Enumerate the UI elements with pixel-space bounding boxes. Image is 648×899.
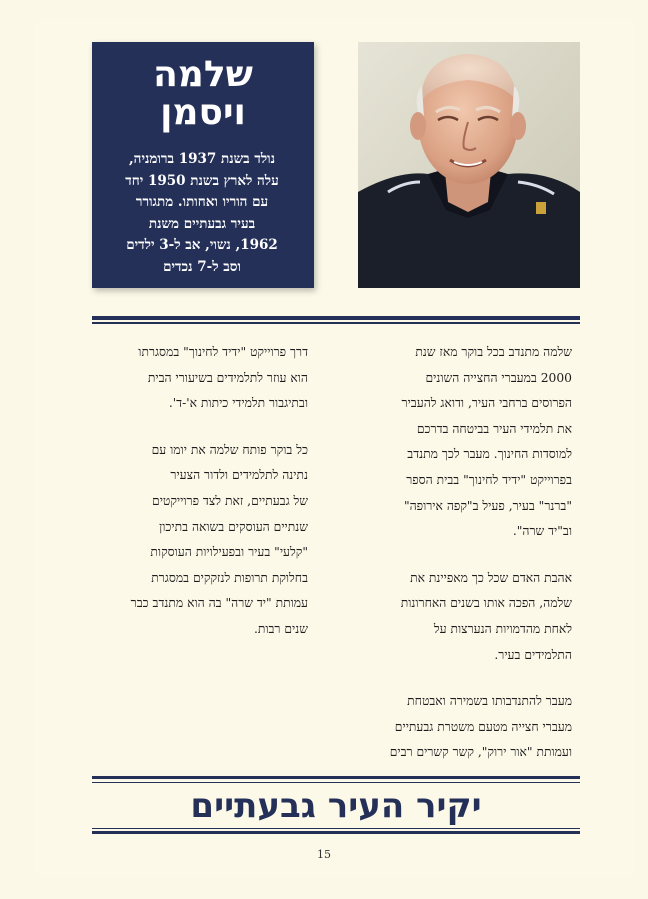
text-line: שנתיים העוסקים בשואה בתיכון — [159, 519, 308, 534]
text-line: וב"יד שרה". — [512, 524, 572, 539]
paragraph — [360, 566, 572, 668]
text-line: 2000 במעברי החצייה השונים — [425, 370, 572, 385]
text-line: בחלוקת תרופות לנזקקים במסגרת — [151, 570, 308, 585]
portrait-photo — [358, 42, 580, 288]
profile-last-name: ויסמן — [160, 92, 246, 133]
bio-line: נולד בשנת 1937 ברומניה, — [128, 151, 276, 167]
text-line: הוא עוזר לתלמידים בשיעורי הבית — [147, 370, 308, 385]
text-line: עמותת "יד שרה" בה הוא מתנדב כבר — [130, 596, 308, 611]
paragraph — [360, 340, 572, 545]
text-line: ובתיגבור תלמידי כיתות א'-ד'. — [168, 396, 308, 411]
paragraph — [360, 689, 572, 766]
text-line: שלמה מתנדב בכל בוקר מאז שנת — [415, 345, 572, 359]
text-line: למוסדות החינוך. מעבר לכך מתנדב — [407, 447, 572, 462]
divider-rule-thick — [92, 316, 580, 320]
profile-first-name: שלמה — [153, 54, 253, 95]
article-column-right — [360, 340, 572, 787]
text-line: שנים רבות. — [253, 621, 308, 636]
footer-rule-bottom-thin — [92, 828, 580, 829]
bio-line: עלה לארץ בשנת 1950 יחד — [125, 172, 279, 189]
text-line: מעבר להתנדבותו בשמירה ואבטחת — [407, 694, 572, 709]
text-line: "ברנר" בעיר, פעיל ב"קפה אירופה" — [403, 498, 572, 513]
paragraph — [96, 438, 308, 643]
profile-name-box — [92, 42, 314, 288]
paragraph — [96, 340, 308, 417]
bio-line: 1962, נשוי, אב ל-3 ילדים — [126, 237, 278, 253]
page-number: 15 — [317, 848, 331, 861]
text-line: נתינה לתלמידים ולדור הצעיר — [170, 468, 308, 483]
text-line: "קלעי" בעיר ובפעילויות העוסקות — [150, 545, 308, 560]
text-line: את תלמידי העיר בביטחה בדרכם — [416, 421, 572, 436]
footer-title: יקיר העיר גבעתיים — [190, 786, 482, 826]
text-line: הפרוסים ברחבי העיר, ודואג להעביר — [401, 396, 572, 411]
text-line: מעברי חצייה מטעם משטרת גבעתיים — [394, 719, 572, 734]
footer-rule-bottom-thick — [92, 831, 580, 834]
footer-rule-top-thin — [92, 782, 580, 783]
text-line: התלמידים בעיר. — [494, 647, 572, 662]
text-line: כל בוקר פותח שלמה את יומו עם — [151, 442, 308, 457]
profile-bio — [98, 149, 306, 278]
text-line: בפרוייקט "ידיד לחינוך" בבית הספר — [406, 472, 572, 487]
text-line: לאחת מהדמויות הנערצות על — [433, 621, 572, 636]
footer-rule-top-thick — [92, 776, 580, 779]
bio-line: עם הוריו ואחותו. מתגורר — [135, 194, 269, 210]
divider-rule-thin — [92, 322, 580, 324]
text-line: דרך פרוייקט "ידיד לחינוך" במסגרתו — [138, 345, 308, 359]
text-line: ועמותת "אור ירוק", קשר קשרים רבים — [389, 745, 572, 760]
article-column-left — [96, 340, 308, 664]
text-line: שלמה, הפכה אותו בשנים האחרונות — [400, 596, 572, 611]
text-line: אהבת האדם שכל כך מאפיינת את — [410, 570, 572, 585]
bio-line: בעיר גבעתיים משנת — [148, 215, 256, 232]
bio-line: וסב ל-7 נכדים — [163, 258, 241, 275]
text-line: של גבעתיים, זאת לצד פרוייקטים — [152, 493, 308, 508]
